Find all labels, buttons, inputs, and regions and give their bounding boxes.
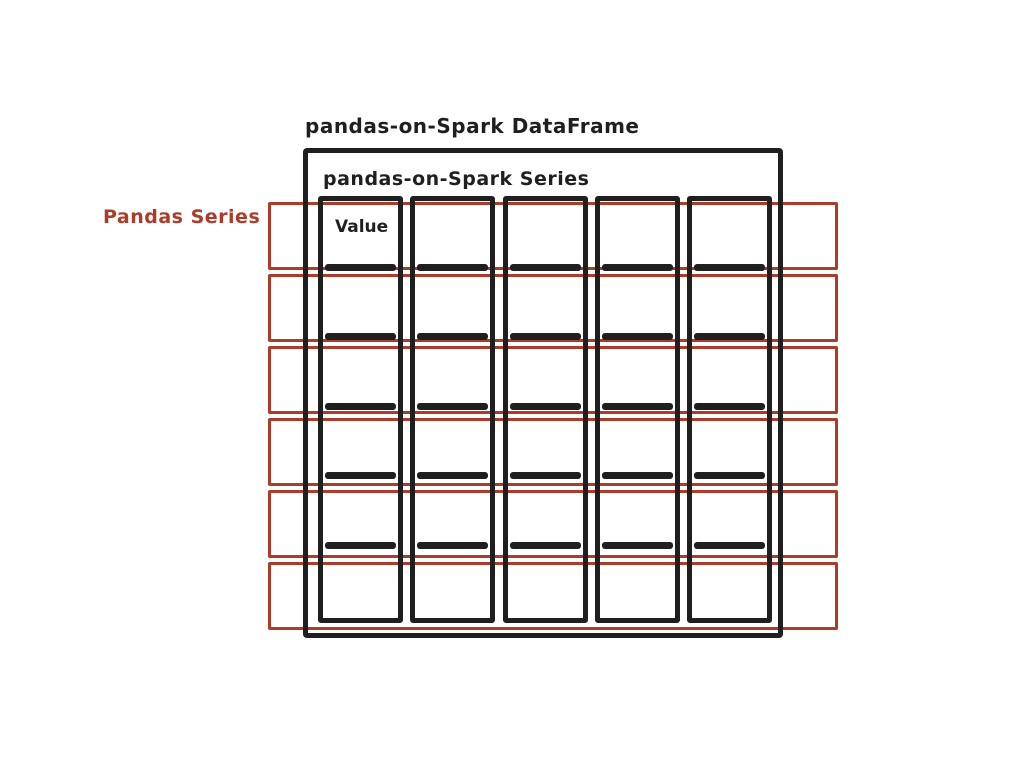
pandas-series-label: Pandas Series <box>103 206 261 228</box>
spark-series-label: pandas-on-Spark Series <box>323 168 590 190</box>
value-label: Value <box>335 217 389 237</box>
dataframe-title: pandas-on-Spark DataFrame <box>305 114 640 138</box>
dataframe-box <box>303 148 783 638</box>
